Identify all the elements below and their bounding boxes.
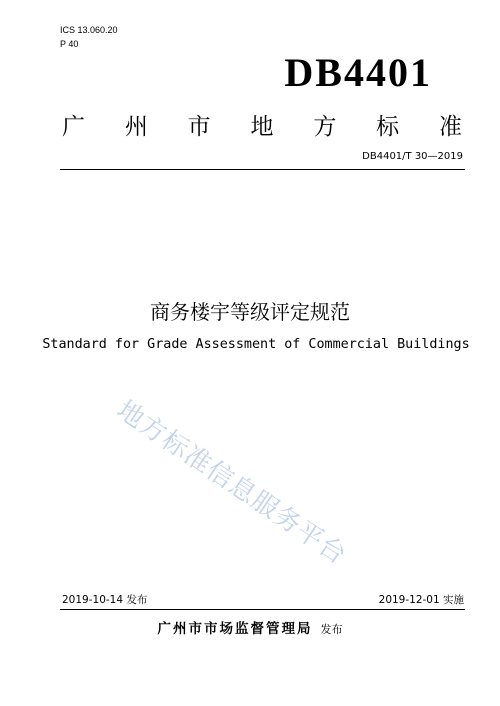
watermark: 地方标准信息服务平台: [111, 395, 352, 571]
standard-title-char: 标: [376, 114, 400, 140]
db-code: DB4401: [284, 50, 432, 95]
standard-title-char: 广: [62, 114, 85, 140]
standard-title-char: 准: [438, 114, 462, 140]
issuer-name: 广州市市场监督管理局: [157, 621, 313, 637]
issue-label: 发布: [320, 623, 343, 636]
standard-number: DB4401/T 30—2019: [362, 151, 463, 162]
implementation-date: 2019-12-01 实施: [378, 594, 464, 606]
classification-code: P 40: [60, 39, 79, 49]
standard-title-char: 地: [250, 114, 274, 140]
standard-title-char: 方: [313, 114, 337, 140]
standard-title-char: 州: [124, 114, 148, 140]
issue-date: 2019-10-14 发布: [62, 594, 148, 606]
document-title-english: Standard for Grade Assessment of Commercial Buildings: [42, 337, 470, 352]
bottom-divider: [60, 609, 465, 610]
top-divider: [60, 169, 465, 170]
standard-title-char: 市: [187, 114, 211, 140]
standard-title: [62, 113, 462, 141]
ics-code: ICS 13.060.20: [60, 25, 118, 35]
document-title-chinese: 商务楼宇等级评定规范: [150, 300, 350, 324]
issuer-line: [0, 620, 500, 638]
